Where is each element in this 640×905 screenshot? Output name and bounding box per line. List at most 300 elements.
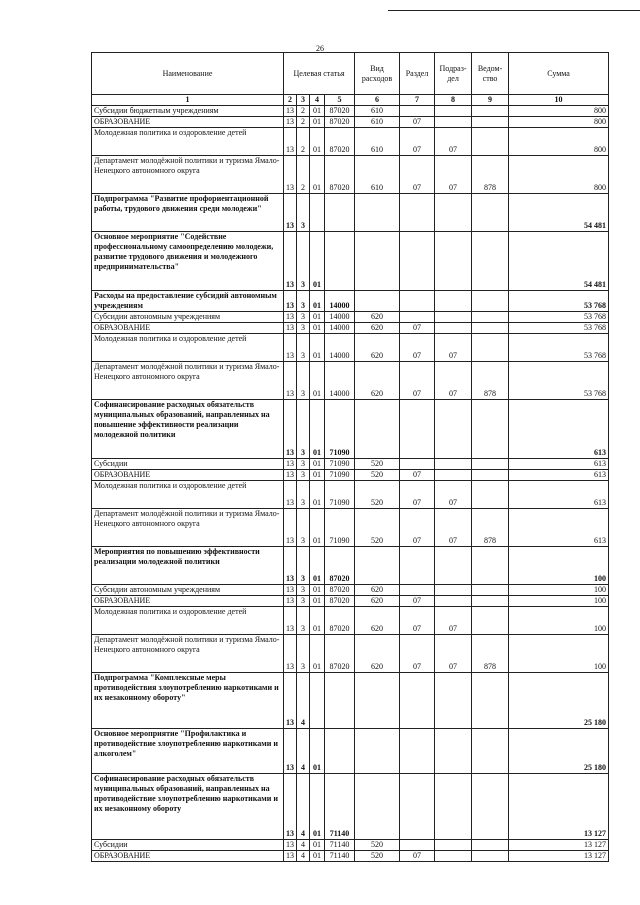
target-program-cell: 13 [284, 547, 297, 585]
target-subprogram-cell: 3 [297, 362, 310, 400]
target-program-cell: 13 [284, 400, 297, 459]
subsection-cell [435, 729, 472, 774]
row-name-cell [92, 312, 284, 323]
table-row [92, 673, 609, 729]
section-cell: 07 [400, 851, 435, 862]
target-subprogram-cell: 3 [297, 607, 310, 635]
section-cell: 07 [400, 156, 435, 194]
row-name-text: ОБРАЗОВАНИЕ [94, 323, 151, 332]
table-row [92, 106, 609, 117]
row-name-text: Субсидии автономным учреждениям [94, 585, 221, 594]
subsection-cell [435, 400, 472, 459]
header-amount: Сумма [509, 53, 609, 95]
target-direction-cell: 14000 [325, 312, 355, 323]
target-event-cell: 01 [310, 232, 325, 291]
target-event-cell [310, 194, 325, 232]
subsection-cell [435, 851, 472, 862]
department-cell: 878 [472, 635, 509, 673]
target-subprogram-cell: 3 [297, 323, 310, 334]
department-cell [472, 840, 509, 851]
target-subprogram-cell: 2 [297, 156, 310, 194]
department-cell [472, 585, 509, 596]
row-name-text: Субсидии [94, 840, 128, 849]
table-row [92, 312, 609, 323]
target-subprogram-cell: 4 [297, 774, 310, 840]
row-name-cell [92, 291, 284, 312]
target-direction-cell [325, 729, 355, 774]
column-number: 8 [435, 95, 472, 106]
target-event-cell: 01 [310, 334, 325, 362]
row-name-text: Основное мероприятие "Содействие профессиональному самоопределению молодежи, развитие трудового движения и молодежного предпринимательства" [94, 232, 274, 271]
row-name-text: ОБРАЗОВАНИЕ [94, 470, 151, 479]
column-number: 10 [509, 95, 609, 106]
subsection-cell [435, 106, 472, 117]
row-name-text: Мероприятия по повышению эффективности реализации молодежной политики [94, 547, 260, 566]
table-row [92, 459, 609, 470]
table-row [92, 323, 609, 334]
row-name-text: Расходы на предоставление субсидий автономным учреждениям [94, 291, 277, 310]
department-cell [472, 729, 509, 774]
section-cell: 07 [400, 635, 435, 673]
row-name-text: Софинансирование расходных обязательств муниципальных образований, направленных на противодействие злоупотреблению наркотиками и их незаконному обороту [94, 774, 278, 813]
target-direction-cell: 71090 [325, 509, 355, 547]
section-cell: 07 [400, 117, 435, 128]
amount-cell: 100 [509, 585, 609, 596]
row-name-cell [92, 232, 284, 291]
target-program-cell: 13 [284, 729, 297, 774]
subsection-cell [435, 459, 472, 470]
amount-cell: 800 [509, 106, 609, 117]
department-cell [472, 117, 509, 128]
target-program-cell: 13 [284, 194, 297, 232]
section-cell [400, 547, 435, 585]
target-event-cell: 01 [310, 547, 325, 585]
target-direction-cell [325, 673, 355, 729]
target-subprogram-cell: 3 [297, 470, 310, 481]
target-subprogram-cell: 2 [297, 106, 310, 117]
table-row [92, 547, 609, 585]
expense-type-cell: 520 [355, 481, 400, 509]
header-target-article: Целевая статья [284, 53, 355, 95]
target-program-cell: 13 [284, 459, 297, 470]
row-name-cell [92, 128, 284, 156]
table-row [92, 291, 609, 312]
table-row [92, 400, 609, 459]
row-name-cell [92, 117, 284, 128]
subsection-cell: 07 [435, 334, 472, 362]
target-direction-cell: 71140 [325, 851, 355, 862]
department-cell: 878 [472, 362, 509, 400]
table-row [92, 470, 609, 481]
department-cell [472, 312, 509, 323]
target-direction-cell: 87020 [325, 596, 355, 607]
target-program-cell: 13 [284, 106, 297, 117]
target-direction-cell: 71140 [325, 774, 355, 840]
section-cell [400, 194, 435, 232]
row-name-text: Молодежная политика и оздоровление детей [94, 128, 247, 137]
expense-type-cell: 620 [355, 323, 400, 334]
amount-cell: 25 180 [509, 729, 609, 774]
department-cell [472, 470, 509, 481]
column-number: 1 [92, 95, 284, 106]
expense-type-cell [355, 774, 400, 840]
row-name-text: Департамент молодёжной политики и туризма Ямало-Ненецкого автономного округа [94, 635, 280, 654]
amount-cell: 13 127 [509, 840, 609, 851]
top-rule [388, 10, 640, 11]
section-cell [400, 774, 435, 840]
row-name-cell [92, 547, 284, 585]
table-row [92, 635, 609, 673]
department-cell: 878 [472, 509, 509, 547]
section-cell [400, 232, 435, 291]
target-event-cell: 01 [310, 459, 325, 470]
header-department: Ведом-ство [472, 53, 509, 95]
column-number: 4 [310, 95, 325, 106]
expense-type-cell [355, 194, 400, 232]
section-cell: 07 [400, 334, 435, 362]
target-program-cell: 13 [284, 840, 297, 851]
table-row [92, 128, 609, 156]
row-name-cell [92, 729, 284, 774]
target-subprogram-cell: 3 [297, 547, 310, 585]
target-program-cell: 13 [284, 312, 297, 323]
target-program-cell: 13 [284, 362, 297, 400]
section-cell [400, 585, 435, 596]
page-number: 26 [316, 44, 324, 53]
target-subprogram-cell: 3 [297, 481, 310, 509]
row-name-text: Молодежная политика и оздоровление детей [94, 607, 247, 616]
amount-cell: 800 [509, 128, 609, 156]
target-direction-cell: 14000 [325, 334, 355, 362]
column-number: 3 [297, 95, 310, 106]
target-subprogram-cell: 4 [297, 729, 310, 774]
department-cell [472, 232, 509, 291]
target-program-cell: 13 [284, 596, 297, 607]
target-direction-cell: 71090 [325, 470, 355, 481]
target-subprogram-cell: 2 [297, 117, 310, 128]
target-direction-cell: 87020 [325, 547, 355, 585]
table-row [92, 851, 609, 862]
expense-type-cell: 610 [355, 128, 400, 156]
table-row [92, 840, 609, 851]
row-name-cell [92, 673, 284, 729]
target-direction-cell: 71090 [325, 459, 355, 470]
row-name-text: Молодежная политика и оздоровление детей [94, 481, 247, 490]
header-section: Раздел [400, 53, 435, 95]
target-subprogram-cell: 3 [297, 509, 310, 547]
target-subprogram-cell: 3 [297, 312, 310, 323]
row-name-text: Подпрограмма "Развитие профориентационной работы, трудового движения среди молодежи" [94, 194, 269, 213]
target-subprogram-cell: 3 [297, 291, 310, 312]
amount-cell: 100 [509, 596, 609, 607]
section-cell: 07 [400, 323, 435, 334]
table-row [92, 481, 609, 509]
section-cell [400, 459, 435, 470]
header-name: Наименование [92, 53, 284, 95]
expense-type-cell: 620 [355, 334, 400, 362]
target-direction-cell: 14000 [325, 291, 355, 312]
row-name-cell [92, 585, 284, 596]
department-cell [472, 596, 509, 607]
target-event-cell: 01 [310, 596, 325, 607]
department-cell: 878 [472, 156, 509, 194]
section-cell [400, 840, 435, 851]
target-event-cell: 01 [310, 128, 325, 156]
table-row [92, 585, 609, 596]
department-cell [472, 851, 509, 862]
row-name-cell [92, 323, 284, 334]
expense-type-cell: 520 [355, 840, 400, 851]
expense-type-cell: 620 [355, 312, 400, 323]
subsection-cell [435, 232, 472, 291]
target-event-cell: 01 [310, 117, 325, 128]
amount-cell: 54 481 [509, 232, 609, 291]
section-cell: 07 [400, 481, 435, 509]
department-cell [472, 291, 509, 312]
target-program-cell: 13 [284, 774, 297, 840]
section-cell: 07 [400, 509, 435, 547]
expense-type-cell: 620 [355, 596, 400, 607]
department-cell [472, 673, 509, 729]
subsection-cell: 07 [435, 362, 472, 400]
table-row [92, 607, 609, 635]
target-direction-cell: 71140 [325, 840, 355, 851]
target-direction-cell: 14000 [325, 323, 355, 334]
column-number: 7 [400, 95, 435, 106]
target-program-cell: 13 [284, 117, 297, 128]
target-event-cell: 01 [310, 106, 325, 117]
target-subprogram-cell: 3 [297, 596, 310, 607]
amount-cell: 613 [509, 481, 609, 509]
expense-type-cell: 520 [355, 509, 400, 547]
section-cell [400, 291, 435, 312]
table-row [92, 774, 609, 840]
amount-cell: 613 [509, 509, 609, 547]
row-name-cell [92, 106, 284, 117]
department-cell [472, 323, 509, 334]
section-cell: 07 [400, 362, 435, 400]
row-name-cell [92, 635, 284, 673]
target-direction-cell: 87020 [325, 106, 355, 117]
table-row [92, 509, 609, 547]
column-number: 6 [355, 95, 400, 106]
row-name-text: Департамент молодёжной политики и туризма Ямало-Ненецкого автономного округа [94, 156, 280, 175]
target-program-cell: 13 [284, 334, 297, 362]
target-program-cell: 13 [284, 509, 297, 547]
department-cell [472, 607, 509, 635]
row-name-cell [92, 607, 284, 635]
target-subprogram-cell: 3 [297, 232, 310, 291]
expense-type-cell [355, 729, 400, 774]
subsection-cell: 07 [435, 509, 472, 547]
department-cell [472, 334, 509, 362]
subsection-cell [435, 596, 472, 607]
table-row [92, 194, 609, 232]
row-name-text: ОБРАЗОВАНИЕ [94, 117, 151, 126]
target-direction-cell [325, 232, 355, 291]
row-name-cell [92, 509, 284, 547]
target-event-cell: 01 [310, 774, 325, 840]
target-event-cell: 01 [310, 729, 325, 774]
amount-cell: 25 180 [509, 673, 609, 729]
target-program-cell: 13 [284, 481, 297, 509]
expense-type-cell [355, 547, 400, 585]
budget-table [91, 52, 609, 862]
department-cell [472, 400, 509, 459]
target-direction-cell: 87020 [325, 117, 355, 128]
subsection-cell: 07 [435, 607, 472, 635]
amount-cell: 53 768 [509, 362, 609, 400]
amount-cell: 100 [509, 607, 609, 635]
section-cell [400, 673, 435, 729]
row-name-text: Департамент молодёжной политики и туризма Ямало-Ненецкого автономного округа [94, 362, 280, 381]
target-program-cell: 13 [284, 128, 297, 156]
table-row [92, 117, 609, 128]
subsection-cell [435, 117, 472, 128]
target-direction-cell: 87020 [325, 607, 355, 635]
target-program-cell: 13 [284, 607, 297, 635]
row-name-cell [92, 459, 284, 470]
row-name-cell [92, 334, 284, 362]
target-event-cell: 01 [310, 470, 325, 481]
expense-type-cell: 520 [355, 851, 400, 862]
target-direction-cell: 71090 [325, 481, 355, 509]
subsection-cell [435, 312, 472, 323]
section-cell [400, 400, 435, 459]
subsection-cell [435, 774, 472, 840]
target-subprogram-cell: 3 [297, 194, 310, 232]
section-cell: 07 [400, 596, 435, 607]
subsection-cell [435, 673, 472, 729]
column-number: 2 [284, 95, 297, 106]
subsection-cell [435, 547, 472, 585]
department-cell [472, 459, 509, 470]
department-cell [472, 481, 509, 509]
target-event-cell: 01 [310, 607, 325, 635]
target-event-cell: 01 [310, 362, 325, 400]
target-event-cell: 01 [310, 840, 325, 851]
table-body [92, 106, 609, 862]
amount-cell: 613 [509, 400, 609, 459]
target-event-cell: 01 [310, 312, 325, 323]
subsection-cell: 07 [435, 156, 472, 194]
column-number-row [92, 95, 609, 106]
amount-cell: 53 768 [509, 323, 609, 334]
expense-type-cell: 610 [355, 106, 400, 117]
target-event-cell: 01 [310, 481, 325, 509]
row-name-text: Субсидии автономным учреждениям [94, 312, 221, 321]
row-name-text: Основное мероприятие "Профилактика и противодействие злоупотреблению наркотиками и алкоголем" [94, 729, 278, 758]
department-cell [472, 106, 509, 117]
subsection-cell [435, 840, 472, 851]
table-row [92, 334, 609, 362]
row-name-cell [92, 194, 284, 232]
target-subprogram-cell: 3 [297, 459, 310, 470]
target-subprogram-cell: 3 [297, 334, 310, 362]
expense-type-cell: 610 [355, 117, 400, 128]
target-event-cell: 01 [310, 635, 325, 673]
section-cell: 07 [400, 470, 435, 481]
expense-type-cell [355, 291, 400, 312]
section-cell [400, 312, 435, 323]
row-name-cell [92, 481, 284, 509]
amount-cell: 613 [509, 470, 609, 481]
target-program-cell: 13 [284, 156, 297, 194]
expense-type-cell: 620 [355, 585, 400, 596]
section-cell: 07 [400, 607, 435, 635]
header-subsection: Подраз-дел [435, 53, 472, 95]
row-name-cell [92, 596, 284, 607]
target-subprogram-cell: 2 [297, 128, 310, 156]
row-name-text: Департамент молодёжной политики и туризма Ямало-Ненецкого автономного округа [94, 509, 280, 528]
expense-type-cell [355, 673, 400, 729]
amount-cell: 100 [509, 547, 609, 585]
row-name-cell [92, 400, 284, 459]
table-row [92, 232, 609, 291]
target-program-cell: 13 [284, 232, 297, 291]
target-subprogram-cell: 4 [297, 851, 310, 862]
row-name-cell [92, 156, 284, 194]
subsection-cell [435, 291, 472, 312]
target-direction-cell: 87020 [325, 585, 355, 596]
table-row [92, 596, 609, 607]
department-cell [472, 774, 509, 840]
amount-cell: 53 768 [509, 334, 609, 362]
target-program-cell: 13 [284, 291, 297, 312]
target-direction-cell: 71090 [325, 400, 355, 459]
section-cell [400, 729, 435, 774]
target-direction-cell: 87020 [325, 128, 355, 156]
subsection-cell [435, 585, 472, 596]
expense-type-cell: 520 [355, 470, 400, 481]
target-event-cell: 01 [310, 291, 325, 312]
row-name-text: ОБРАЗОВАНИЕ [94, 596, 151, 605]
subsection-cell [435, 194, 472, 232]
department-cell [472, 128, 509, 156]
target-event-cell: 01 [310, 400, 325, 459]
subsection-cell: 07 [435, 635, 472, 673]
amount-cell: 53 768 [509, 312, 609, 323]
target-event-cell: 01 [310, 323, 325, 334]
section-cell [400, 106, 435, 117]
expense-type-cell: 620 [355, 635, 400, 673]
target-subprogram-cell: 4 [297, 840, 310, 851]
target-event-cell [310, 673, 325, 729]
expense-type-cell: 520 [355, 459, 400, 470]
subsection-cell [435, 470, 472, 481]
target-direction-cell: 87020 [325, 635, 355, 673]
expense-type-cell: 620 [355, 607, 400, 635]
amount-cell: 13 127 [509, 774, 609, 840]
target-event-cell: 01 [310, 585, 325, 596]
target-event-cell: 01 [310, 851, 325, 862]
header-expense-type: Вид расходов [355, 53, 400, 95]
target-direction-cell: 14000 [325, 362, 355, 400]
target-program-cell: 13 [284, 851, 297, 862]
target-direction-cell: 87020 [325, 156, 355, 194]
target-program-cell: 13 [284, 470, 297, 481]
target-program-cell: 13 [284, 323, 297, 334]
row-name-cell [92, 470, 284, 481]
row-name-cell [92, 362, 284, 400]
table-row [92, 729, 609, 774]
target-program-cell: 13 [284, 635, 297, 673]
department-cell [472, 194, 509, 232]
section-cell: 07 [400, 128, 435, 156]
target-subprogram-cell: 3 [297, 400, 310, 459]
expense-type-cell [355, 232, 400, 291]
expense-type-cell: 620 [355, 362, 400, 400]
